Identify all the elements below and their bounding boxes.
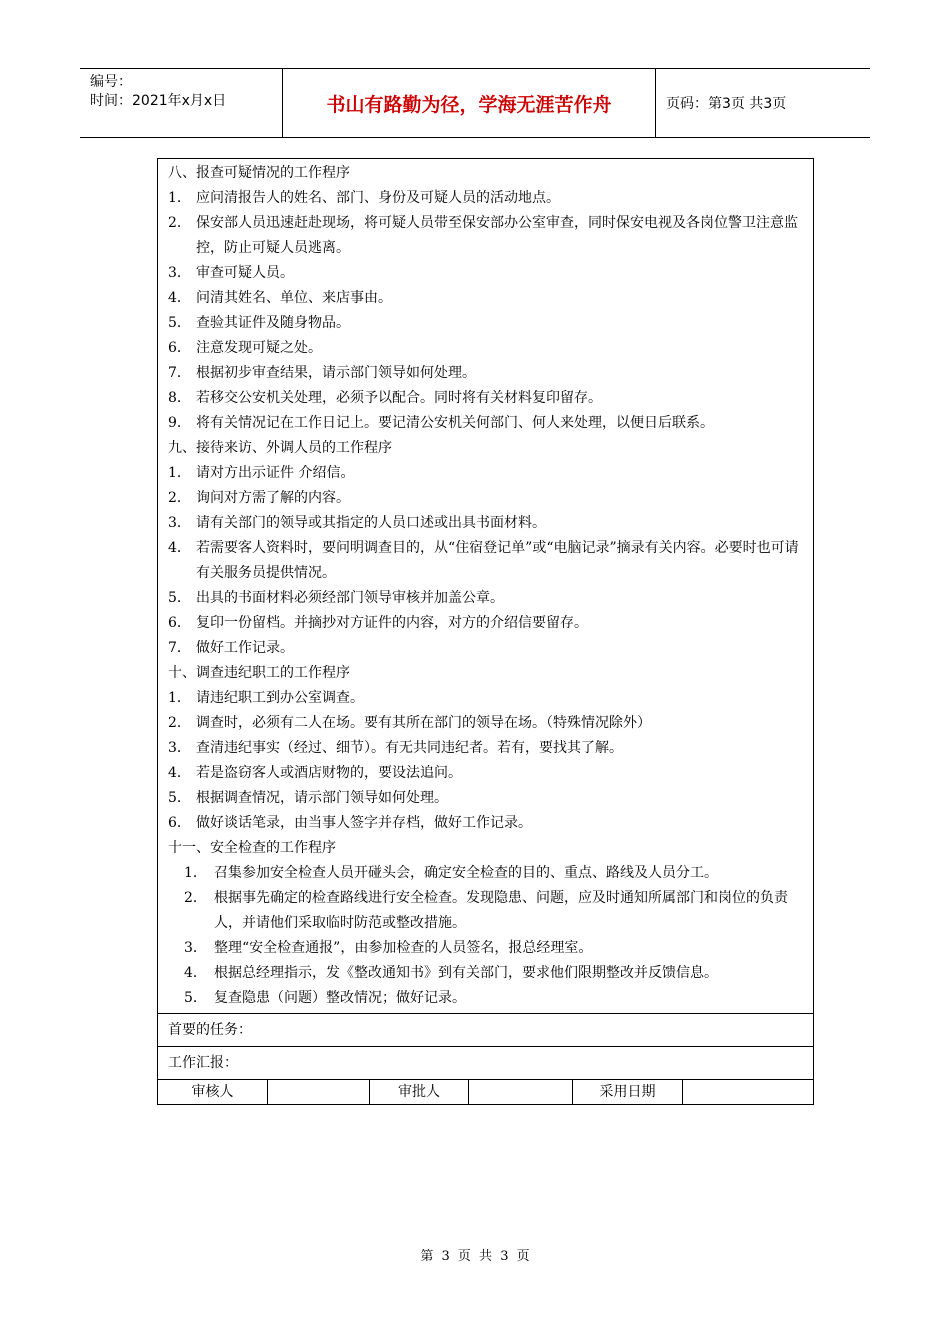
step-text: 复查隐患（问题）整改情况；做好记录。 (214, 990, 466, 1006)
step-text: 根据调查情况，请示部门领导如何处理。 (196, 790, 448, 806)
procedure-step (168, 786, 807, 811)
step-number: 3． (168, 515, 191, 531)
procedure-step (168, 711, 807, 736)
step-number: 2． (184, 890, 207, 906)
procedure-step (168, 811, 807, 836)
step-text: 若是盗窃客人或酒店财物的，要设法追问。 (196, 765, 462, 781)
header-meta (80, 69, 283, 137)
step-number: 7． (168, 365, 191, 381)
procedure-section (168, 436, 807, 661)
procedure-step (168, 736, 807, 761)
step-number: 3． (168, 265, 191, 281)
section-title: 九、接待来访、外调人员的工作程序 (168, 440, 392, 456)
procedure-step (168, 211, 807, 261)
step-text: 整理“安全检查通报”，由参加检查的人员签名，报总经理室。 (214, 940, 593, 956)
step-number: 3． (168, 740, 191, 756)
step-number: 5． (168, 315, 191, 331)
step-text: 调查时，必须有二人在场。要有其所在部门的领导在场。（特殊情况除外） (196, 715, 651, 731)
step-number: 1． (168, 465, 191, 481)
step-number: 1． (168, 690, 191, 706)
date-label: 采用日期 (573, 1080, 683, 1104)
step-text: 出具的书面材料必须经部门领导审核并加盖公章。 (196, 590, 504, 606)
procedure-step (168, 536, 807, 586)
procedure-step (168, 286, 807, 311)
procedure-step (168, 611, 807, 636)
procedure-step (168, 861, 807, 886)
step-text: 保安部人员迅速赶赴现场，将可疑人员带至保安部办公室审查，同时保安电视及各岗位警卫注意监控，防止可疑人员逃离。 (196, 215, 798, 256)
reviewer-label: 审核人 (158, 1080, 268, 1104)
step-number: 3． (184, 940, 207, 956)
step-number: 5． (168, 790, 191, 806)
procedure-step (168, 961, 807, 986)
doc-number-label: 编号： (90, 74, 132, 90)
step-text: 应问清报告人的姓名、部门、身份及可疑人员的活动地点。 (196, 190, 560, 206)
report-label: 工作汇报： (168, 1055, 238, 1071)
step-number: 9． (168, 415, 191, 431)
step-text: 根据初步审查结果，请示部门领导如何处理。 (196, 365, 476, 381)
tasks-row (158, 1013, 813, 1046)
step-number: 4． (168, 290, 191, 306)
procedure-step (168, 386, 807, 411)
step-text: 根据总经理指示，发《整改通知书》到有关部门，要求他们限期整改并反馈信息。 (214, 965, 718, 981)
step-text: 询问对方需了解的内容。 (196, 490, 350, 506)
procedure-content (158, 159, 813, 1013)
section-title: 十一、安全检查的工作程序 (168, 840, 336, 856)
section-title: 八、报查可疑情况的工作程序 (168, 165, 350, 181)
step-number: 4． (168, 540, 191, 556)
step-number: 6． (168, 615, 191, 631)
procedure-step (168, 411, 807, 436)
procedure-step (168, 361, 807, 386)
step-number: 5． (184, 990, 207, 1006)
procedure-step (168, 761, 807, 786)
doc-time-label: 时间：2021年x月x日 (90, 93, 227, 109)
report-row (158, 1046, 813, 1079)
step-number: 4． (168, 765, 191, 781)
step-text: 问清其姓名、单位、来店事由。 (196, 290, 392, 306)
procedure-section (168, 161, 807, 436)
step-text: 请有关部门的领导或其指定的人员口述或出具书面材料。 (196, 515, 546, 531)
procedure-step (168, 311, 807, 336)
procedure-step (168, 186, 807, 211)
step-number: 6． (168, 815, 191, 831)
step-number: 4． (184, 965, 207, 981)
procedure-step (168, 686, 807, 711)
header-page-info: 页码：第3页 共3页 (666, 96, 787, 112)
step-number: 2． (168, 490, 191, 506)
step-number: 2． (168, 715, 191, 731)
procedure-step (168, 886, 807, 936)
procedure-step (168, 511, 807, 536)
header-motto: 书山有路勤为径，学海无涯苦作舟 (283, 69, 656, 137)
procedure-step (168, 261, 807, 286)
signature-row (158, 1079, 813, 1104)
step-text: 做好谈话笔录，由当事人签字并存档，做好工作记录。 (196, 815, 532, 831)
page-header (80, 68, 870, 138)
procedure-step (168, 461, 807, 486)
step-text: 若需要客人资料时，要问明调查目的，从“住宿登记单”或“电脑记录”摘录有关内容。必要时也可请有关服务员提供情况。 (196, 540, 799, 581)
procedure-step (168, 336, 807, 361)
step-text: 若移交公安机关处理，必须予以配合。同时将有关材料复印留存。 (196, 390, 602, 406)
reviewer-field[interactable] (268, 1080, 370, 1104)
step-number: 7． (168, 640, 191, 656)
step-number: 5． (168, 590, 191, 606)
step-number: 6． (168, 340, 191, 356)
step-text: 查验其证件及随身物品。 (196, 315, 350, 331)
step-text: 请对方出示证件 介绍信。 (196, 465, 355, 481)
approver-field[interactable] (469, 1080, 573, 1104)
step-text: 请违纪职工到办公室调查。 (196, 690, 364, 706)
date-field[interactable] (683, 1080, 813, 1104)
procedure-step (168, 936, 807, 961)
step-text: 召集参加安全检查人员开碰头会，确定安全检查的目的、重点、路线及人员分工。 (214, 865, 718, 881)
step-text: 复印一份留档。并摘抄对方证件的内容，对方的介绍信要留存。 (196, 615, 588, 631)
step-number: 8． (168, 390, 191, 406)
step-number: 1． (168, 190, 191, 206)
step-number: 2． (168, 215, 191, 231)
step-text: 将有关情况记在工作日记上。要记清公安机关何部门、何人来处理，以便日后联系。 (196, 415, 714, 431)
step-text: 查清违纪事实（经过、细节）。有无共同违纪者。若有，要找其了解。 (196, 740, 623, 756)
procedure-step (168, 486, 807, 511)
page-footer: 第 3 页 共 3 页 (420, 1249, 530, 1264)
step-text: 注意发现可疑之处。 (196, 340, 322, 356)
tasks-label: 首要的任务： (168, 1022, 252, 1038)
step-text: 审查可疑人员。 (196, 265, 294, 281)
step-number: 1． (184, 865, 207, 881)
procedure-table (157, 158, 814, 1105)
procedure-section (168, 661, 807, 836)
step-text: 根据事先确定的检查路线进行安全检查。发现隐患、问题，应及时通知所属部门和岗位的负责人，并请他们采取临时防范或整改措施。 (214, 890, 788, 931)
step-text: 做好工作记录。 (196, 640, 294, 656)
approver-label: 审批人 (370, 1080, 469, 1104)
procedure-step (168, 986, 807, 1011)
section-title: 十、调查违纪职工的工作程序 (168, 665, 350, 681)
procedure-section (168, 836, 807, 1011)
procedure-step (168, 586, 807, 611)
procedure-step (168, 636, 807, 661)
